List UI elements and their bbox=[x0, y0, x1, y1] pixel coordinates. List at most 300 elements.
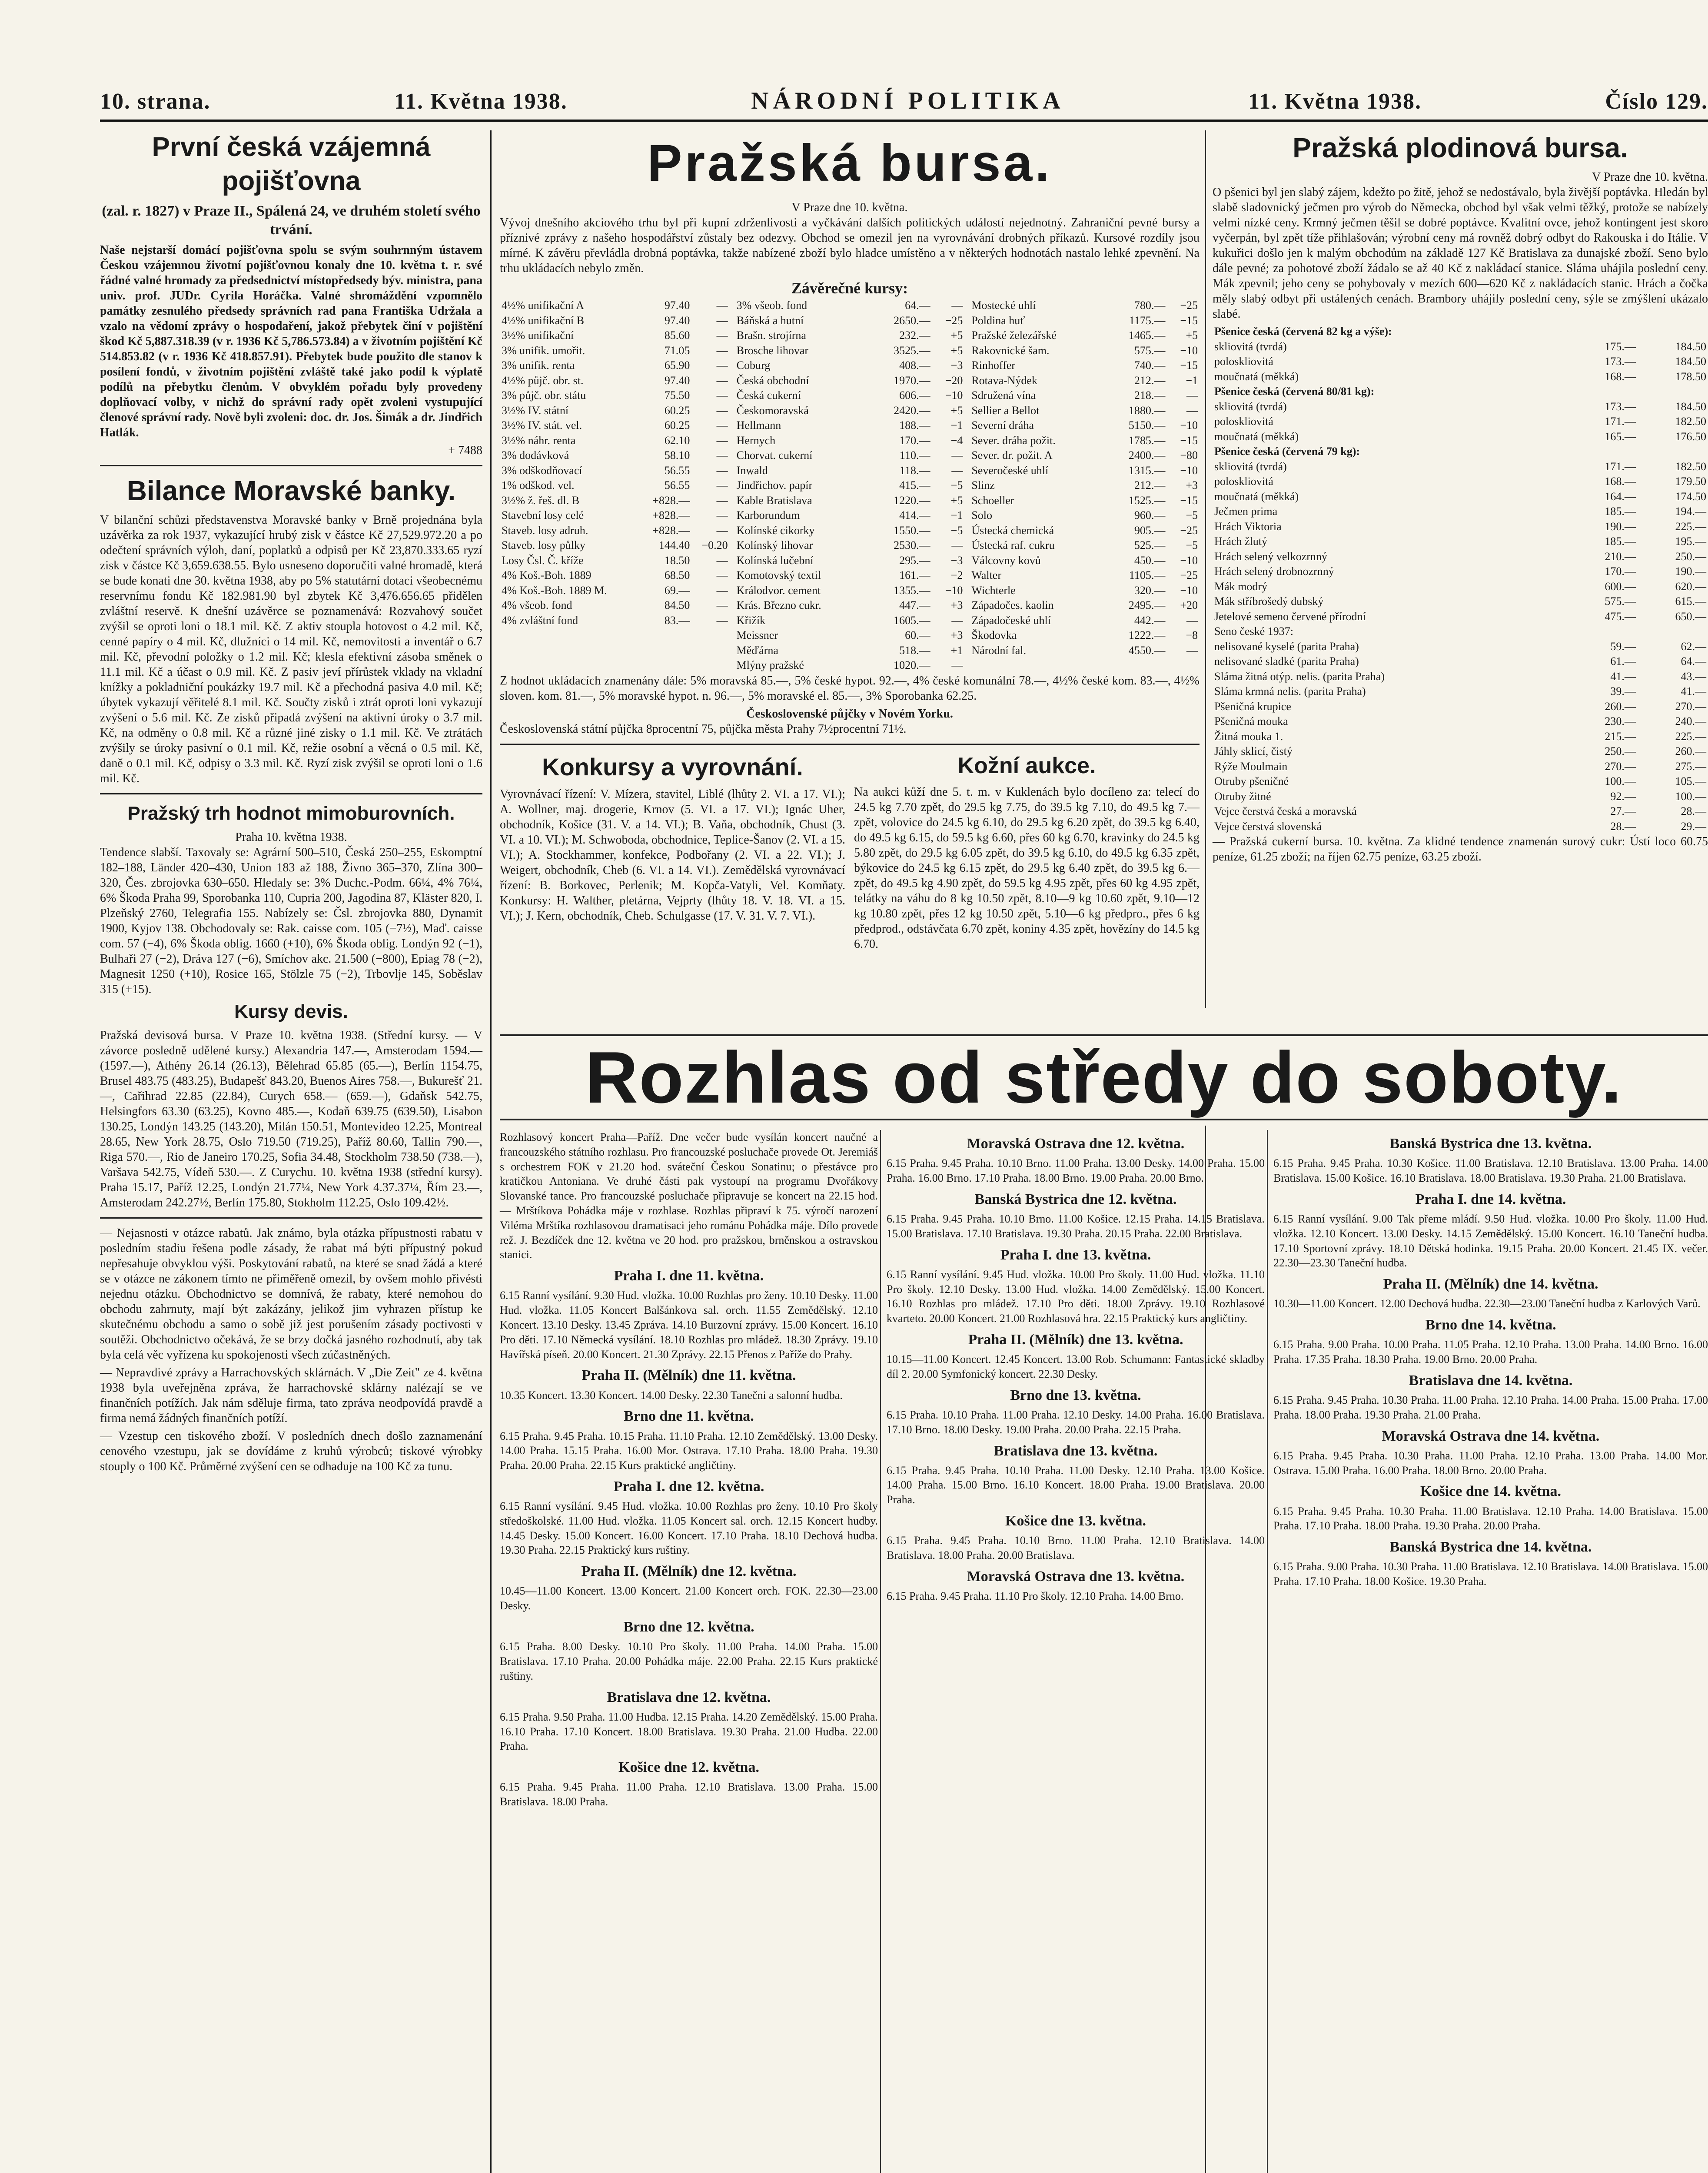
rozhlas-column-2 bbox=[887, 1130, 1265, 1606]
rate-value: — bbox=[716, 599, 728, 611]
table-row bbox=[1213, 339, 1708, 355]
column-divider bbox=[490, 130, 492, 2173]
zaver-headline: Závěrečné kursy: bbox=[791, 279, 908, 297]
rabat-article: — Nejasnosti v otázce rabatů. Jak známo, byla otázka přípustnosti rabatu v posledním stadiu řešena podle zásady, že rabat má býti přípustný pokud nepřesahuje obvyklou výši. Poskytování rabatů, na které se snad žádá a které se v otázce ne zákonem tímto ne přiměřeně omezil, by ovšem mohlo přivésti nejednu otázku. Obchodnictvo se domnívá, že rabaty, které nemohou do obchodu zahrnuty, mají být zakázány, jelikož jim vyhrazen přístup ke skutečnému obchodu a samo o sobě již jest porušením zásady poctivosti v soutěži. Obchodnictvo očekává, že se brzy dočká jasného rozhodnutí, aby tak byla celá věc vyřízena ku spokojenosti všech zúčastněných. bbox=[100, 1226, 482, 1362]
rate-name: Severočeské uhlí bbox=[971, 464, 1049, 477]
rate-value: −3 bbox=[950, 554, 963, 567]
rate-name: Wichterle bbox=[971, 584, 1016, 597]
rate-name: 4% všeob. fond bbox=[502, 599, 572, 611]
rate-value: 188.— bbox=[899, 419, 930, 432]
rate-value: — bbox=[1186, 389, 1198, 402]
table-row bbox=[970, 328, 1200, 343]
rate-value: 295.— bbox=[899, 554, 930, 567]
rate-value: 518.— bbox=[899, 644, 930, 657]
rate-value: 1970.— bbox=[894, 374, 930, 387]
rate-value: 447.— bbox=[899, 599, 930, 611]
table-row bbox=[735, 508, 965, 523]
harrachov-article: — Nepravdivé zprávy a Harrachovských sklárnách. V „Die Zeit" ze 4. května 1938 byla uveřejněna zpráva, že harrachovské sklárny nalézají se ve finančních potížích. Jak nám sděluje firma, tato zpráva neodpovídá pravdě a firma nemá žádných finančních potíží. bbox=[100, 1366, 482, 1425]
price: 29.— bbox=[1681, 820, 1706, 833]
price: 250.— bbox=[1675, 550, 1706, 563]
bursa-dateline: V Praze dne 10. května. bbox=[791, 201, 908, 214]
rate-name: Česká obchodní bbox=[736, 374, 809, 387]
rate-value: 740.— bbox=[1134, 359, 1166, 372]
table-row bbox=[735, 523, 965, 538]
price: 174.50 bbox=[1675, 490, 1706, 503]
rate-value: +3 bbox=[1186, 479, 1198, 492]
schedule-text: 6.15 Ranní vysílání. 9.00 Tak přeme mládí. 9.50 Hud. vložka. 10.00 Pro školy. 11.00 Hud. vložka. 12.10 Koncert. 13.00 Desky. 14.15 Zemědělský. 15.00 Koncert. 16.10 Taneční hudba. 17.10 Sportovní zprávy. 18.10 Dětská hodinka. 19.15 Praha. 20.00 Koncert. 21.45 IX. večer. 22.30—23.30 Taneční hudba. bbox=[1273, 1212, 1708, 1269]
table-row bbox=[1213, 729, 1708, 744]
rate-value: 65.90 bbox=[664, 359, 690, 372]
rate-value: −5 bbox=[1186, 539, 1198, 552]
price: 260.— bbox=[1675, 745, 1706, 758]
bursa-headline: Pražská bursa. bbox=[647, 134, 1052, 192]
rozhlas-column-3 bbox=[1273, 1130, 1708, 1592]
table-row bbox=[500, 373, 730, 389]
date-left: 11. Května 1938. bbox=[394, 89, 568, 114]
loan-text: Československá státní půjčka 8procentní 75, půjčka města Prahy 7½procentní 71½. bbox=[500, 722, 907, 736]
rates-table-mid bbox=[735, 298, 965, 673]
table-row bbox=[1213, 759, 1708, 774]
price: 210.— bbox=[1605, 550, 1636, 563]
price: 600.— bbox=[1605, 580, 1636, 593]
table-row bbox=[1213, 399, 1708, 415]
column-divider bbox=[1267, 1130, 1268, 2173]
rate-name: Kolínský lihovar bbox=[736, 539, 813, 552]
rate-value: −15 bbox=[1180, 434, 1198, 447]
schedule-day-title: Moravská Ostrava dne 14. května. bbox=[1382, 1428, 1600, 1444]
commodity: Sláma krmná nelis. (parita Praha) bbox=[1214, 685, 1366, 698]
table-row bbox=[735, 358, 965, 373]
price: 28.— bbox=[1610, 820, 1636, 833]
rate-name: Krás. Březno cukr. bbox=[736, 599, 821, 611]
schedule-day-title: Praha I. dne 12. května. bbox=[613, 1478, 764, 1495]
group-row bbox=[1213, 324, 1708, 339]
table-row bbox=[970, 463, 1200, 478]
schedule-day-title: Praha I. dne 14. května. bbox=[1415, 1191, 1566, 1207]
vzestup-article: — Vzestup cen tiskového zboží. V posledních dnech došlo zaznamenání cenového vzestupu, jak se dovídáme z kruhů výrobců; tiskové výrobky stouply o 100 Kč. Průměrné zvýšení cen se odhaduje na 100 Kč za tunu. bbox=[100, 1429, 482, 1473]
rates-table-right bbox=[970, 298, 1200, 658]
commodity: Hrách selený drobnozrnný bbox=[1214, 565, 1334, 578]
rate-value: +3 bbox=[950, 599, 963, 611]
rate-name: Rakovnické šam. bbox=[971, 344, 1050, 357]
table-row bbox=[970, 568, 1200, 583]
rate-name: Chorvat. cukerní bbox=[736, 449, 813, 462]
divider bbox=[100, 465, 482, 466]
price: 182.50 bbox=[1675, 460, 1706, 473]
table-row bbox=[1213, 789, 1708, 804]
commodity: Otruby žitné bbox=[1214, 790, 1271, 803]
table-row bbox=[1213, 594, 1708, 609]
rate-value: 780.— bbox=[1134, 299, 1166, 312]
konkursy-kozni bbox=[500, 752, 1200, 954]
rate-name: Rinhoffer bbox=[971, 359, 1015, 372]
rate-value: 56.55 bbox=[664, 479, 690, 492]
rate-name: 4% zvláštní fond bbox=[502, 614, 578, 627]
rate-name: Rotava-Nýdek bbox=[971, 374, 1037, 387]
schedule-day-title: Praha I. dne 13. května. bbox=[1000, 1246, 1151, 1263]
rate-name: Brosche lihovar bbox=[736, 344, 809, 357]
table-row bbox=[970, 508, 1200, 523]
rate-value: 1355.— bbox=[894, 584, 930, 597]
rate-name: Inwald bbox=[736, 464, 768, 477]
table-row bbox=[500, 583, 730, 598]
price: 650.— bbox=[1675, 610, 1706, 623]
schedule-day-title: Bratislava dne 14. května. bbox=[1409, 1372, 1573, 1389]
table-row bbox=[1213, 669, 1708, 684]
commodity: skliovitá (tvrdá) bbox=[1214, 340, 1287, 353]
rate-value: +20 bbox=[1180, 599, 1198, 611]
table-row bbox=[970, 493, 1200, 508]
insurance-subhead: (zal. r. 1827) v Praze II., Spálená 24, ve druhém století svého trvání. bbox=[102, 203, 481, 238]
trh-date: Praha 10. května 1938. bbox=[235, 831, 347, 844]
rate-value: 2650.— bbox=[894, 314, 930, 327]
rate-value: — bbox=[716, 584, 728, 597]
price: 171.— bbox=[1605, 415, 1636, 428]
table-row bbox=[970, 358, 1200, 373]
table-row bbox=[970, 523, 1200, 538]
table-row bbox=[500, 493, 730, 508]
rate-value: — bbox=[716, 569, 728, 581]
rate-value: −10 bbox=[1180, 554, 1198, 567]
rate-value: 905.— bbox=[1134, 524, 1166, 537]
schedule-text: 6.15 Ranní vysílání. 9.30 Hud. vložka. 10.00 Rozhlas pro ženy. 10.10 Desky. 11.00 Hud. vložka. 11.05 Koncert Balšánkova sal. orch. 11.55 Zemědělský. 12.10 Koncert. 13.10 Desky. 13.45 Zpráva. 14.10 Burzovní zprávy. 15.00 Koncert. 16.10 Pro děti. 17.10 Německá vysílání. 18.10 Rozhlas pro mládež. 18.30 Zprávy. 19.10 Havířská píseň. 20.00 Koncert. 21.30 Zprávy. 22.15 Přenos z Paříže do Prahy. bbox=[500, 1289, 878, 1361]
konkursy-text: Vyrovnávací řízení: V. Mízera, stavitel, Liblé (lhůty 2. VI. a 17. VI.); A. Wollner, maj. drogerie, Krnov (5. VI. a 17. VI.); Ignác Uher, obchodník, Košice (31. V. a 14. VI.); B. Vaňa, obchodník, Chust (3. VI. a 10. VI.); M. Schwoboda, obchodnice, Teplice-Šanov (2. VI. a 15. VI.); A. Stockhammer, konfekce, Podbořany (2. VI. a 22. VI.); J. Weigert, obchodník, Cheb (6. VI. a 14. VI.). Zemědělská vyrovnávací řízení: B. Borkovec, Perlenik; M. Kopča-Vatyli, Vel. Komňaty. Konkursy: H. Walther, pletárna, Vejprty (lhůty 18. V. 18. VI. a 15. VI.); J. Kern, obchodník, Cheb. Schulgasse (17. V. 31. V. 7. VI.). bbox=[500, 787, 845, 923]
price: 105.— bbox=[1675, 775, 1706, 787]
schedule-text: 6.15 Praha. 9.45 Praha. 10.30 Praha. 11.00 Praha. 12.10 Praha. 14.00 Praha. 15.00 Praha. 17.00 Praha. 18.00 Praha. 19.30 Praha. 21.00 Praha. bbox=[1273, 1394, 1708, 1421]
price: 184.50 bbox=[1675, 400, 1706, 413]
rate-value: 144.40 bbox=[658, 539, 690, 552]
schedule-text: 6.15 Praha. 9.45 Praha. 10.10 Brno. 11.00 Praha. 13.00 Desky. 14.00 Praha. 15.00 Praha. 16.00 Brno. 17.10 Praha. 18.00 Brno. 19.00 Praha. 20.00 Brno. bbox=[887, 1157, 1265, 1184]
rate-name: Českomoravská bbox=[736, 404, 809, 417]
schedule-text: 6.15 Praha. 9.00 Praha. 10.00 Praha. 11.05 Praha. 12.10 Praha. 13.00 Praha. 14.00 Brno. 16.00 Praha. 17.35 Praha. 18.30 Praha. 19.00 Brno. 20.00 Praha. bbox=[1273, 1338, 1708, 1366]
schedule-text: 6.15 Praha. 9.45 Praha. 11.10 Pro školy. 12.10 Praha. 14.00 Brno. bbox=[887, 1590, 1184, 1603]
rate-value: −10 bbox=[1180, 419, 1198, 432]
rate-value: +828.— bbox=[652, 494, 690, 507]
table-row bbox=[970, 433, 1200, 449]
table-row bbox=[735, 343, 965, 359]
rate-name: Králodvor. cement bbox=[736, 584, 821, 597]
commodity: Hrách Viktoria bbox=[1214, 520, 1282, 533]
group-label: Pšenice česká (červená 80/81 kg): bbox=[1214, 385, 1375, 398]
rate-name: Staveb. losy půlky bbox=[502, 539, 585, 552]
schedule-day-title: Moravská Ostrava dne 13. května. bbox=[967, 1568, 1185, 1585]
table-row bbox=[500, 568, 730, 583]
devizy-headline: Kursy devis. bbox=[234, 1001, 348, 1022]
rate-name: Schoeller bbox=[971, 494, 1014, 507]
plodinova-dateline: V Praze dne 10. května. bbox=[1592, 170, 1708, 184]
rate-value: 5150.— bbox=[1128, 419, 1166, 432]
rate-name: 3½% IV. státní bbox=[502, 404, 569, 417]
schedule-day-title: Brno dne 11. května. bbox=[624, 1408, 754, 1425]
rate-name: Slinz bbox=[971, 479, 995, 492]
commodity: moučnatá (měkká) bbox=[1214, 430, 1299, 443]
price: 168.— bbox=[1605, 475, 1636, 488]
price: 100.— bbox=[1605, 775, 1636, 787]
rate-name: Měďárna bbox=[736, 644, 778, 657]
price bbox=[1638, 624, 1708, 639]
rate-value: 170.— bbox=[899, 434, 930, 447]
rate-value: 606.— bbox=[899, 389, 930, 402]
commodity: Seno české 1937: bbox=[1214, 625, 1293, 638]
commodity: Rýže Moulmain bbox=[1214, 760, 1288, 773]
rate-value: — bbox=[716, 359, 728, 372]
rate-name: Válcovny kovů bbox=[971, 554, 1041, 567]
rate-value: 97.40 bbox=[664, 314, 690, 327]
rate-name: Severní dráha bbox=[971, 419, 1034, 432]
rate-name: 3% všeob. fond bbox=[736, 299, 807, 312]
schedule-text: 10.30—11.00 Koncert. 12.00 Dechová hudba. 22.30—23.00 Taneční hudba z Karlových Varů. bbox=[1273, 1297, 1701, 1310]
schedule-day-title: Bratislava dne 12. května. bbox=[607, 1689, 771, 1705]
table-row bbox=[500, 313, 730, 329]
rate-value: 60.25 bbox=[664, 404, 690, 417]
rozhlas-intro: Rozhlasový koncert Praha—Paříž. Dne večer bude vysílán koncert naučné a francouzského státního rozhlasu. Pro francouzské posluchače provede Ot. Jeremiáš s orchestrem FOK v 21.20 hod. sváteční Českou Sonatinu; o přestávce pro kratičkou Antoniana. Ve druhé části pak vystoupí na programu Dvořákovy Slovanské tance. Pro francouzské posluchače připravuje se koncert na 22.15 hod. — Mrštíkova Pohádka máje v rozhlase. Rozhlas připraví k 75. výročí narození Viléma Mrštíka rozhlasovou dramatisaci jeho románu Pohádka máje. Dílo provede rež. J. Bezdíček dne 12. května ve 20 hod. pro pražskou, brněnskou a ostravskou stanici. bbox=[500, 1131, 878, 1261]
rate-name: Sever. dráha požit. bbox=[971, 434, 1056, 447]
table-row bbox=[1213, 549, 1708, 565]
group-row bbox=[1213, 444, 1708, 459]
rate-name: 4½% půjč. obr. st. bbox=[502, 374, 584, 387]
rate-name: 3% dodávková bbox=[502, 449, 569, 462]
rozhlas-column-1 bbox=[500, 1130, 878, 1812]
schedule-day-title: Bratislava dne 13. května. bbox=[994, 1442, 1158, 1459]
rate-value: — bbox=[951, 299, 963, 312]
rate-name: Sellier a Bellot bbox=[971, 404, 1040, 417]
price: 240.— bbox=[1675, 715, 1706, 728]
column-left bbox=[100, 130, 482, 1477]
price: 250.— bbox=[1605, 745, 1636, 758]
rate-value: +5 bbox=[950, 329, 963, 342]
commodity: nelisované kyselé (parita Praha) bbox=[1214, 640, 1359, 653]
commodity: Vejce čerstvá slovenská bbox=[1214, 820, 1322, 833]
price: 165.— bbox=[1605, 430, 1636, 443]
table-row bbox=[970, 643, 1200, 658]
rate-value: 1220.— bbox=[894, 494, 930, 507]
table-row bbox=[1213, 699, 1708, 714]
schedule-text: 10.15—11.00 Koncert. 12.45 Koncert. 13.00 Rob. Schumann: Fantastické skladby díl 2. 20.00 Symfonický koncert. 22.30 Desky. bbox=[887, 1353, 1265, 1380]
price: 215.— bbox=[1605, 730, 1636, 743]
column-plodinova bbox=[1213, 130, 1708, 867]
price: 170.— bbox=[1605, 565, 1636, 578]
table-row bbox=[970, 583, 1200, 598]
rate-value: −10 bbox=[945, 584, 963, 597]
schedule-text: 10.35 Koncert. 13.30 Koncert. 14.00 Desky. 22.30 Tanečni a salonní hudba. bbox=[500, 1389, 843, 1402]
rate-value: −15 bbox=[1180, 494, 1198, 507]
schedule-text: 6.15 Praha. 9.45 Praha. 10.30 Košice. 11.00 Bratislava. 12.10 Bratislava. 13.00 Praha. 14.00 Bratislava. 15.00 Košice. 16.10 Bratislava. 18.00 Bratislava. 19.30 Praha. 21.00 Bratislava. bbox=[1273, 1157, 1708, 1184]
table-row bbox=[500, 433, 730, 449]
insurance-ref: + 7488 bbox=[448, 444, 482, 457]
rate-name: 3% odškodňovací bbox=[502, 464, 582, 477]
rate-value: 212.— bbox=[1134, 374, 1166, 387]
rate-name: Komotovský textil bbox=[736, 569, 821, 581]
rate-value: — bbox=[716, 614, 728, 627]
rate-value: 18.50 bbox=[664, 554, 690, 567]
rate-value: −1 bbox=[950, 419, 963, 432]
price: 173.— bbox=[1605, 355, 1636, 368]
price: 179.50 bbox=[1675, 475, 1706, 488]
rate-value: — bbox=[716, 374, 728, 387]
commodity: moučnatá (měkká) bbox=[1214, 490, 1299, 503]
table-row bbox=[735, 463, 965, 478]
column-divider bbox=[880, 1130, 881, 2173]
newspaper-title: NÁRODNÍ POLITIKA bbox=[751, 87, 1065, 114]
rate-value: +828.— bbox=[652, 509, 690, 522]
rate-name: 3% unifik. renta bbox=[502, 359, 575, 372]
rate-name: Kable Bratislava bbox=[736, 494, 812, 507]
table-row bbox=[500, 388, 730, 403]
commodity: Žitná mouka 1. bbox=[1214, 730, 1283, 743]
bilance-headline: Bilance Moravské banky. bbox=[126, 475, 456, 506]
table-row bbox=[1213, 459, 1708, 475]
rate-value: −25 bbox=[1180, 299, 1198, 312]
rate-value: 218.— bbox=[1134, 389, 1166, 402]
rate-value: 2400.— bbox=[1128, 449, 1166, 462]
table-row bbox=[1213, 354, 1708, 369]
rate-value: 71.05 bbox=[664, 344, 690, 357]
rate-value: 1525.— bbox=[1128, 494, 1166, 507]
table-row bbox=[970, 598, 1200, 613]
table-row bbox=[500, 343, 730, 359]
table-row bbox=[500, 523, 730, 538]
schedule-text: 6.15 Praha. 10.10 Praha. 11.00 Praha. 12.10 Desky. 14.00 Praha. 16.00 Bratislava. 17.10 Brno. 18.00 Desky. 19.00 Praha. 20.00 Praha. 22.15 Praha. bbox=[887, 1408, 1265, 1436]
rate-name: Staveb. losy adruh. bbox=[502, 524, 588, 537]
rate-value: — bbox=[1186, 404, 1198, 417]
rate-value: −4 bbox=[950, 434, 963, 447]
schedule-day-title: Praha I. dne 11. května. bbox=[614, 1268, 764, 1284]
rate-value: −2 bbox=[950, 569, 963, 581]
rate-name: Národní fal. bbox=[971, 644, 1026, 657]
table-row bbox=[970, 343, 1200, 359]
rate-value: −8 bbox=[1186, 629, 1198, 641]
schedule-day-title: Moravská Ostrava dne 12. května. bbox=[967, 1136, 1185, 1152]
rate-name: Solo bbox=[971, 509, 993, 522]
rate-value: −5 bbox=[950, 524, 963, 537]
price: 41.— bbox=[1610, 670, 1636, 683]
table-row bbox=[1213, 819, 1708, 834]
divider bbox=[100, 1217, 482, 1219]
rates-tables bbox=[500, 298, 1200, 673]
table-row bbox=[735, 493, 965, 508]
table-row bbox=[500, 358, 730, 373]
table-row bbox=[735, 613, 965, 628]
table-row bbox=[500, 463, 730, 478]
table-row bbox=[500, 553, 730, 568]
rate-value: 525.— bbox=[1134, 539, 1166, 552]
loan-headline: Československé půjčky v Novém Yorku. bbox=[746, 707, 953, 721]
rate-value: 62.10 bbox=[664, 434, 690, 447]
price: 225.— bbox=[1675, 730, 1706, 743]
commodity: Otruby pšeničné bbox=[1214, 775, 1289, 787]
rate-value: +5 bbox=[950, 344, 963, 357]
rate-value: −20 bbox=[945, 374, 963, 387]
table-row bbox=[500, 478, 730, 493]
rate-name: 3½% náhr. renta bbox=[502, 434, 576, 447]
commodity: poloskliovitá bbox=[1214, 475, 1273, 488]
commodity: poloskliovitá bbox=[1214, 415, 1273, 428]
rate-value: −25 bbox=[1180, 569, 1198, 581]
rate-name: Sdružená vína bbox=[971, 389, 1036, 402]
commodity: Pšeničná mouka bbox=[1214, 715, 1288, 728]
rate-value: — bbox=[716, 494, 728, 507]
table-row bbox=[1213, 429, 1708, 445]
rate-name: 3½% IV. stát. vel. bbox=[502, 419, 582, 432]
price: 270.— bbox=[1675, 700, 1706, 713]
rate-value: 3525.— bbox=[894, 344, 930, 357]
table-row bbox=[970, 553, 1200, 568]
rate-value: −10 bbox=[1180, 464, 1198, 477]
price: 164.— bbox=[1605, 490, 1636, 503]
masthead-rule bbox=[100, 120, 1708, 122]
rate-value: 575.— bbox=[1134, 344, 1166, 357]
table-row bbox=[970, 373, 1200, 389]
schedule-text: 6.15 Praha. 9.45 Praha. 10.30 Praha. 11.00 Bratislava. 12.10 Praha. 14.00 Bratislava. 15.00 Praha. 17.10 Praha. 18.00 Praha. 19.30 Praha. 20.00 Praha. bbox=[1273, 1505, 1708, 1532]
rate-name: Ústecká raf. cukru bbox=[971, 539, 1055, 552]
commodity: Jetelové semeno červené přírodní bbox=[1214, 610, 1366, 623]
table-row bbox=[1213, 639, 1708, 655]
schedule-day-title: Brno dne 12. května. bbox=[623, 1619, 754, 1635]
rate-name: Západočeské uhlí bbox=[971, 614, 1051, 627]
price: 64.— bbox=[1681, 655, 1706, 668]
commodity: Pšeničná krupice bbox=[1214, 700, 1291, 713]
rate-value: −15 bbox=[1180, 314, 1198, 327]
rate-name: Sever. dr. požit. A bbox=[971, 449, 1053, 462]
schedule-day-title: Praha II. (Mělník) dne 12. května. bbox=[581, 1563, 797, 1580]
rate-value: 118.— bbox=[900, 464, 930, 477]
rate-name: Křižík bbox=[736, 614, 766, 627]
schedule-day-title: Brno dne 14. května. bbox=[1425, 1317, 1556, 1333]
rate-name: 1% odškod. vel. bbox=[502, 479, 575, 492]
price: 475.— bbox=[1605, 610, 1636, 623]
rate-value: 84.50 bbox=[664, 599, 690, 611]
table-row bbox=[500, 298, 730, 313]
price: 225.— bbox=[1675, 520, 1706, 533]
schedule-day-title: Praha II. (Mělník) dne 14. května. bbox=[1383, 1276, 1598, 1293]
rate-value: 75.50 bbox=[664, 389, 690, 402]
table-row bbox=[500, 598, 730, 613]
rate-name: Brašn. strojírna bbox=[736, 329, 806, 342]
commodity: Mák stříbrošedý dubský bbox=[1214, 595, 1324, 608]
rate-value: 1020.— bbox=[894, 659, 930, 671]
schedule-day-title: Banská Bystrica dne 12. května. bbox=[974, 1191, 1177, 1207]
rate-value: — bbox=[951, 659, 963, 671]
group-label: Pšenice česká (červená 82 kg a výše): bbox=[1214, 325, 1392, 338]
table-row bbox=[1213, 534, 1708, 549]
rate-value: 1175.— bbox=[1129, 314, 1166, 327]
price: 61.— bbox=[1610, 655, 1636, 668]
rate-value: −3 bbox=[950, 359, 963, 372]
schedule-text: 6.15 Ranní vysílání. 9.45 Hud. vložka. 10.00 Pro školy. 11.00 Hud. vložka. 11.10 Pro školy. 12.10 Desky. 13.00 Hud. vložka. 14.00 Zemědělský. 15.00 Koncert. 16.10 Rozhlas pro mládež. 17.10 Pro děti. 18.00 Zprávy. 19.10 Rozhlasové kvarteto. 20.00 Koncert. 21.00 Rozhlasová hra. 22.15 Praktický kurs angličtiny. bbox=[887, 1268, 1265, 1325]
table-row bbox=[970, 448, 1200, 463]
price: 168.— bbox=[1605, 370, 1636, 383]
price: 195.— bbox=[1675, 535, 1706, 548]
rate-value: 1315.— bbox=[1128, 464, 1166, 477]
rate-value: 1605.— bbox=[894, 614, 930, 627]
rate-name: 4½% unifikační B bbox=[502, 314, 584, 327]
rate-value: 1785.— bbox=[1128, 434, 1166, 447]
price: 28.— bbox=[1681, 805, 1706, 817]
rate-value: — bbox=[716, 419, 728, 432]
plodinova-intro: O pšenici byl jen slabý zájem, kdežto po žitě, jehož se nedostávalo, byla živější poptávka. Hledán byl slabě sladovnický ječmen pro výrob do Německa, obchod byl však velmi těžký, protože se nabízely velmi nízké ceny. Krmný ječmen těšil se dobré poptávce. Kvalitní ovce, jehož kontingent jest skoro vyčerpán, byl zpět tíže přihlašován; výrobní ceny má rovněž dobrý odbyt do Rakouska i do Itálie. V kukuřici došlo jen k malým obchodům na základě 127 Kč Bratislava za dunajské zboží. Seno bylo dále pevné; za pohotové zboží žádalo se až 40 Kč z nakládací stanice. Sláma uhájila poslední ceny. Mák zpevnil; jeho ceny se pohybovaly v mezích 600—620 Kč z nakládacích stanic. Hrách a čočka měly slabý odbyt při ustálených cenách. Brambory uhájily poslední ceny, sýle se zmýšlení ukázalo slabé. bbox=[1213, 186, 1708, 321]
commodity: Hrách selený velkozrnný bbox=[1214, 550, 1327, 563]
rate-value: — bbox=[716, 299, 728, 312]
commodity: Ječmen prima bbox=[1214, 505, 1278, 518]
price: 575.— bbox=[1605, 595, 1636, 608]
commodity: poloskliovitá bbox=[1214, 355, 1273, 368]
schedule-text: 6.15 Praha. 9.45 Praha. 11.00 Praha. 12.10 Bratislava. 13.00 Praha. 15.00 Bratislava. 18.00 Praha. bbox=[500, 1781, 878, 1808]
rate-value: +5 bbox=[1186, 329, 1198, 342]
rate-value: −10 bbox=[1180, 344, 1198, 357]
rate-value: −80 bbox=[1180, 449, 1198, 462]
rate-value: — bbox=[951, 614, 963, 627]
table-row bbox=[970, 298, 1200, 313]
